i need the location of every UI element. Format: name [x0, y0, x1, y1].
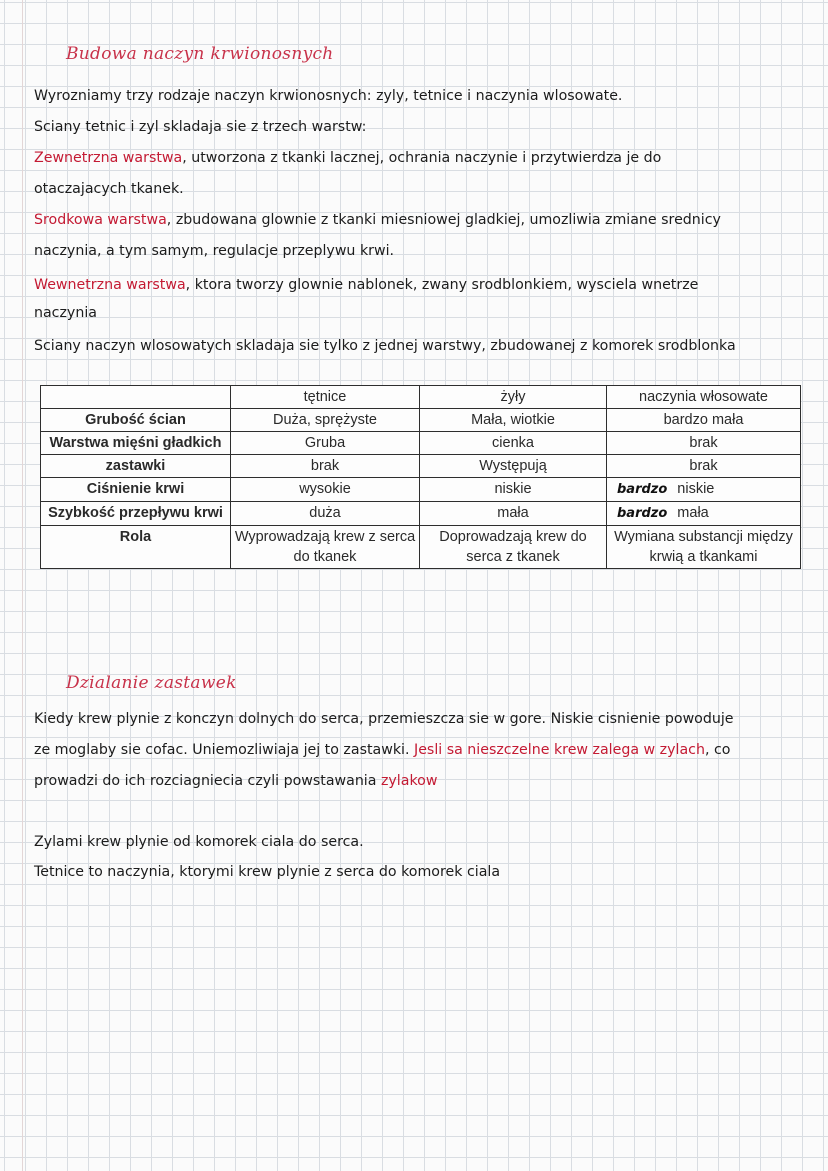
red-text: zylakow — [380, 773, 438, 789]
row-label: Ciśnienie krwi — [41, 478, 231, 502]
notebook-margin-line — [22, 0, 23, 1171]
text-rest: , zbudowana glownie z tkanki miesniowej gladkiej, umozliwia zmiane srednicy — [166, 212, 721, 228]
table-cell: Doprowadzają krew do serca z tkanek — [420, 526, 607, 569]
table-header-cell — [41, 386, 231, 409]
table-header-cell: żyły — [420, 386, 607, 409]
row-label: Rola — [41, 526, 231, 569]
table-cell: Występują — [420, 455, 607, 478]
text-rest: , ktora tworzy glownie nablonek, zwany srodblonkiem, wysciela wnetrze — [185, 277, 699, 293]
table-header-cell: tętnice — [231, 386, 420, 409]
table-cell: wysokie — [231, 478, 420, 502]
table-cell: niskie — [420, 478, 607, 502]
table-cell: brak — [231, 455, 420, 478]
table-cell: Gruba — [231, 432, 420, 455]
text-line-14: Tetnice to naczynia, ktorymi krew plynie z serca do komorek ciala — [34, 864, 501, 880]
table-cell: brak — [607, 432, 801, 455]
table-cell: bardzo mała — [607, 409, 801, 432]
text-line-12 — [34, 771, 437, 791]
table-cell: duża — [231, 502, 420, 526]
text-line-8: naczynia — [34, 305, 97, 321]
table-cell: Wymiana substancji między krwią a tkankami — [607, 526, 801, 569]
red-term-zewnetrzna: Zewnetrzna warstwa — [34, 150, 183, 166]
table-row — [41, 432, 801, 455]
table-header-cell: naczynia włosowate — [607, 386, 801, 409]
table-cell: Wyprowadzają krew z serca do tkanek — [231, 526, 420, 569]
table-cell: mała — [420, 502, 607, 526]
text-line-6: naczynia, a tym samym, regulacje przeplywu krwi. — [34, 243, 395, 259]
table-cell: cienka — [420, 432, 607, 455]
text-rest: , utworzona z tkanki lacznej, ochrania naczynie i przytwierdza je do — [182, 150, 662, 166]
comparison-table — [40, 385, 801, 569]
cell-value: niskie — [677, 481, 715, 497]
red-term-srodkowa: Srodkowa warstwa — [34, 212, 167, 228]
table-cell: Duża, sprężyste — [231, 409, 420, 432]
cell-value: mała — [677, 505, 709, 521]
handwritten-note: bardzo — [617, 506, 668, 521]
text-line-5 — [34, 210, 721, 230]
section-heading-budowa: Budowa naczyn krwionosnych — [66, 44, 334, 64]
text-line-10: Kiedy krew plynie z konczyn dolnych do serca, przemieszcza sie w gore. Niskie cisnienie powoduje — [34, 711, 734, 727]
text-line-13: Zylami krew plynie od komorek ciala do serca. — [34, 834, 364, 850]
row-label: Szybkość przepływu krwi — [41, 502, 231, 526]
table-row — [41, 478, 801, 502]
table-header-row — [41, 386, 801, 409]
text-line-1: Wyrozniamy trzy rodzaje naczyn krwionosnych: zyly, tetnice i naczynia wlosowate. — [34, 88, 623, 104]
table-row — [41, 502, 801, 526]
table-row — [41, 409, 801, 432]
table-row — [41, 455, 801, 478]
text-part: ze moglaby sie cofac. Uniemozliwiaja jej to zastawki. — [34, 742, 415, 758]
handwritten-note: bardzo — [617, 482, 668, 497]
section-heading-zastawki: Dzialanie zastawek — [66, 673, 237, 693]
table-cell: brak — [607, 455, 801, 478]
row-label: Warstwa mięśni gładkich — [41, 432, 231, 455]
text-part: prowadzi do ich rozciagniecia czyli powstawania — [34, 773, 381, 789]
table-cell — [607, 502, 801, 526]
table-row — [41, 526, 801, 569]
red-term-wewnetrzna: Wewnetrzna warstwa — [34, 277, 186, 293]
text-line-4: otaczajacych tkanek. — [34, 181, 184, 197]
red-text: Jesli sa nieszczelne krew zalega w zylach — [414, 742, 705, 758]
text-line-7 — [34, 275, 698, 295]
text-line-9: Sciany naczyn wlosowatych skladaja sie tylko z jednej warstwy, zbudowanej z komorek srodblonka — [34, 338, 736, 354]
text-line-2: Sciany tetnic i zyl skladaja sie z trzech warstw: — [34, 119, 367, 135]
row-label: zastawki — [41, 455, 231, 478]
table-cell — [607, 478, 801, 502]
text-line-3 — [34, 148, 661, 168]
row-label: Grubość ścian — [41, 409, 231, 432]
text-part: , co — [704, 742, 731, 758]
table-cell: Mała, wiotkie — [420, 409, 607, 432]
text-line-11 — [34, 740, 730, 760]
